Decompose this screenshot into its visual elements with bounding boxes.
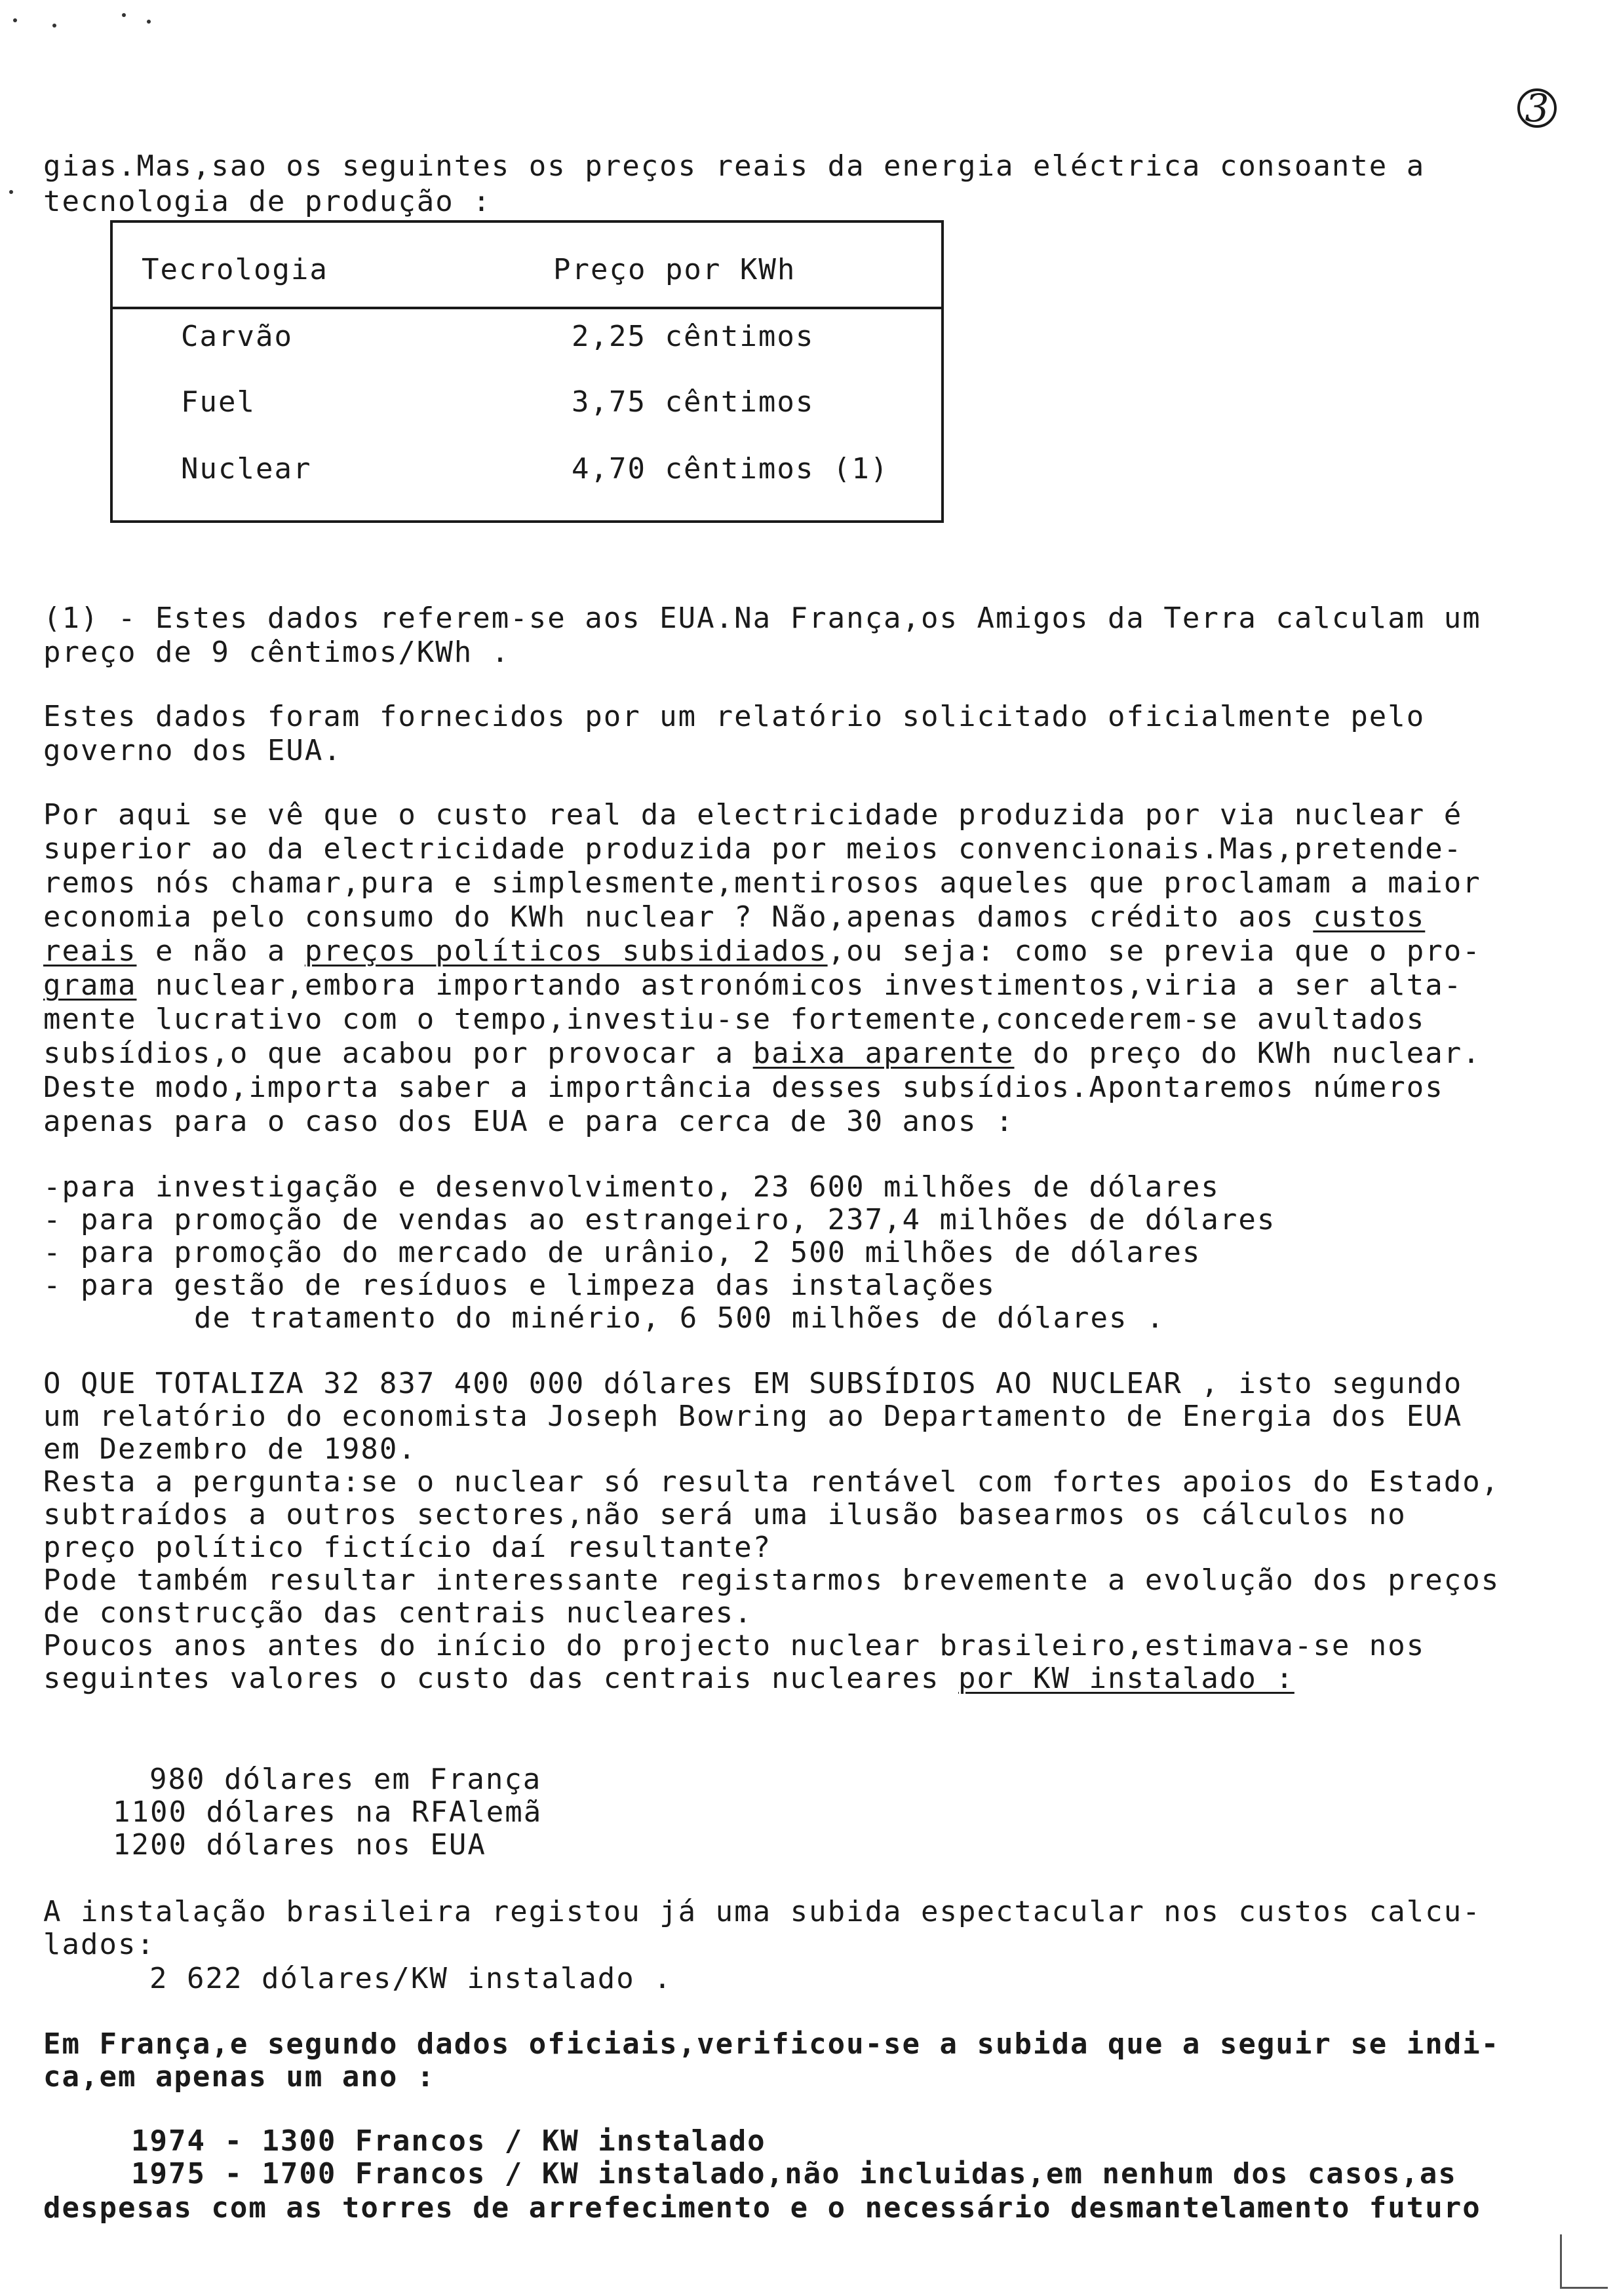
para1-line-1: Por aqui se vê que o custo real da electricidade produzida por via nuclear é (43, 798, 1463, 832)
closing-line: despesas com as torres de arrefecimento e o necessário desmantelamento futuro (43, 2191, 1481, 2225)
para2-line-3: em Dezembro de 1980. (43, 1432, 417, 1466)
table-cell-price: 4,70 cêntimos (1) (572, 452, 889, 486)
scan-speck (13, 18, 17, 22)
subsidy-item: -para investigação e desenvolvimento, 23 600 milhões de dólares (43, 1170, 1220, 1204)
brazil-value: 2 622 dólares/KW instalado . (149, 1962, 672, 1995)
table-cell-tech: Fuel (181, 385, 256, 419)
scan-speck (122, 13, 126, 17)
underlined-precos-politicos: preços políticos subsidiados (304, 934, 828, 968)
subsidy-item: - para promoção do mercado de urânio, 2 500 milhões de dólares (43, 1236, 1201, 1269)
para1-line-8-text: subsídios,o que acabou por provocar a (43, 1037, 753, 1070)
source-line-1: Estes dados foram fornecidos por um relatório solicitado oficialmente pelo (43, 700, 1426, 733)
page-number: 3 (1517, 88, 1557, 128)
para1-line-4-text: economia pelo consumo do KWh nuclear ? Não,apenas damos crédito aos (43, 900, 1313, 934)
para1-line-5 (43, 934, 1481, 968)
para2-line-9: Poucos anos antes do início do projecto nuclear brasileiro,estimava-se nos (43, 1629, 1426, 1662)
para1-line-7: mente lucrativo com o tempo,investiu-se fortemente,concederem-se avultados (43, 1003, 1426, 1036)
price-table (110, 220, 944, 523)
page-corner-mark (1560, 2234, 1608, 2289)
intro-line-2: tecnologia de produção : (43, 185, 492, 218)
para1-line-2: superior ao da electricidade produzida por meios convencionais.Mas,pretende- (43, 832, 1463, 866)
france-line-2: ca,em apenas um ano : (43, 2060, 436, 2094)
brazil-line-1: A instalação brasileira registou já uma subida espectacular nos custos calcu- (43, 1895, 1481, 1928)
source-line-2: governo dos EUA. (43, 734, 342, 767)
para1-line-3: remos nós chamar,pura e simplesmente,mentirosos aqueles que proclamam a maior (43, 866, 1481, 900)
subsidy-item-continuation: de tratamento do minério, 6 500 milhões de dólares . (194, 1301, 1165, 1335)
para2-line-4: Resta a pergunta:se o nuclear só resulta rentável com fortes apoios do Estado, (43, 1465, 1500, 1499)
underlined-custos: custos (1313, 900, 1426, 934)
underlined-por-kw-instalado: por KW instalado : (958, 1662, 1294, 1695)
underlined-grama: grama (43, 968, 137, 1002)
para1-line-6 (43, 968, 1462, 1003)
table-cell-tech: Carvão (181, 320, 293, 353)
scan-speck (9, 190, 13, 194)
para2-line-6: preço político fictício daí resultante? (43, 1531, 772, 1564)
para1-line-5-text: e não a (136, 934, 305, 968)
para1-line-9: Deste modo,importa saber a importância desses subsídios.Apontaremos números (43, 1071, 1444, 1104)
table-header-divider (113, 307, 941, 309)
brazil-line-2: lados: (43, 1928, 155, 1961)
footnote-line-2: preço de 9 cêntimos/KWh . (43, 636, 511, 669)
subsidy-item: - para gestão de resíduos e limpeza das instalações (43, 1269, 996, 1302)
france-value: 1975 - 1700 Francos / KW instalado,não incluidas,em nenhum dos casos,as (131, 2157, 1457, 2191)
para1-line-4 (43, 900, 1425, 934)
cost-item: 1200 dólares nos EUA (113, 1828, 486, 1862)
para2-line-2: um relatório do economista Joseph Bowring ao Departamento de Energia dos EUA (43, 1400, 1463, 1433)
para1-line-5-tail: ,ou seja: como se previa que o pro- (827, 934, 1481, 968)
para2-line-10 (43, 1662, 1294, 1696)
subsidy-item: - para promoção de vendas ao estrangeiro, 237,4 milhões de dólares (43, 1203, 1276, 1236)
footnote-line-1: (1) - Estes dados referem-se aos EUA.Na França,os Amigos da Terra calculam um (43, 602, 1481, 635)
table-cell-price: 2,25 cêntimos (572, 320, 815, 353)
cost-item: 1100 dólares na RFAlemã (113, 1795, 543, 1829)
table-cell-price: 3,75 cêntimos (572, 385, 815, 419)
para2-line-10-text: seguintes valores o custo das centrais nucleares (43, 1662, 959, 1695)
para2-line-8: de construcção das centrais nucleares. (43, 1596, 753, 1630)
table-header-technology: Tecrologia (142, 253, 328, 286)
scan-speck (147, 20, 151, 24)
france-value: 1974 - 1300 Francos / KW instalado (131, 2124, 766, 2158)
france-line-1: Em França,e segundo dados oficiais,verificou-se a subida que a seguir se indi- (43, 2027, 1500, 2061)
para1-line-8 (43, 1037, 1481, 1071)
cost-item: 980 dólares em França (149, 1763, 542, 1796)
para2-line-1: O QUE TOTALIZA 32 837 400 000 dólares EM SUBSÍDIOS AO NUCLEAR , isto segundo (43, 1367, 1463, 1400)
scan-speck (52, 24, 56, 28)
para1-line-6-text: nuclear,embora importando astronómicos investimentos,viria a ser alta- (136, 968, 1463, 1002)
table-cell-tech: Nuclear (181, 452, 312, 486)
para2-line-5: subtraídos a outros sectores,não será uma ilusão basearmos os cálculos no (43, 1498, 1407, 1531)
underlined-baixa-aparente: baixa aparente (752, 1037, 1015, 1070)
para2-line-7: Pode também resultar interessante registarmos brevemente a evolução dos preços (43, 1563, 1500, 1597)
para1-line-10: apenas para o caso dos EUA e para cerca de 30 anos : (43, 1105, 1015, 1138)
para1-line-8-tail: do preço do KWh nuclear. (1014, 1037, 1481, 1070)
intro-line-1: gias.Mas,sao os seguintes os preços reais da energia eléctrica consoante a (43, 149, 1426, 183)
table-header-price: Preço por KWh (553, 253, 796, 286)
underlined-reais: reais (43, 934, 137, 968)
